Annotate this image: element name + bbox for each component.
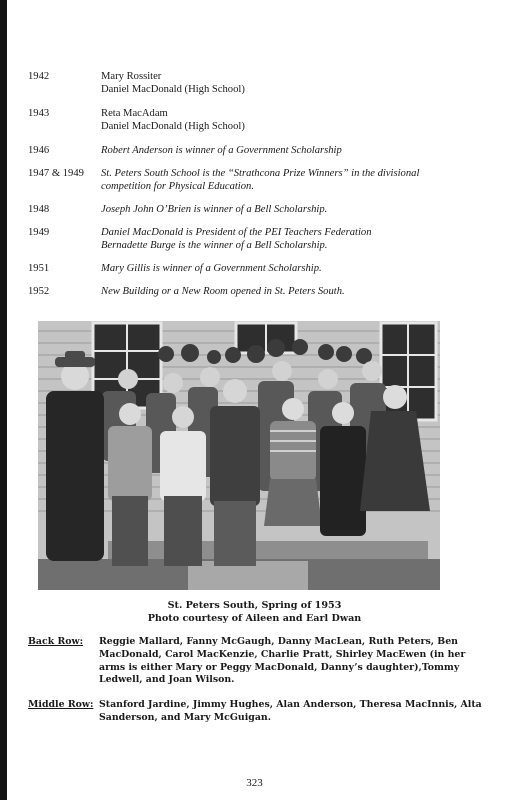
timeline-description-line: Daniel MacDonald (High School) (101, 121, 245, 132)
timeline-entry (28, 144, 498, 157)
timeline-description-line: Bernadette Burge is the winner of a Bell Scholarship. (101, 240, 328, 251)
timeline-entry (28, 203, 498, 216)
timeline-entry (28, 167, 498, 193)
timeline-entry (28, 226, 498, 252)
timeline-description (101, 203, 498, 216)
timeline-description (101, 70, 498, 96)
timeline-entry (28, 70, 498, 96)
timeline-description (101, 226, 498, 252)
back-row-label: Back Row: (28, 636, 84, 647)
timeline-description-line: Daniel MacDonald is President of the PEI Teachers Federation (101, 227, 372, 238)
timeline-description-line: Reta MacAdam (101, 108, 168, 119)
timeline-description-line: St. Peters South School is the “Strathcona Prize Winners” in the divisional (101, 168, 420, 179)
timeline-list (28, 70, 498, 298)
timeline-description (101, 262, 498, 275)
timeline-description (101, 107, 498, 133)
caption-credit: Photo courtesy of Aileen and Earl Dwan (147, 612, 362, 624)
timeline-entry (28, 262, 498, 275)
timeline-description-line: Mary Gillis is winner of a Government Scholarship. (101, 263, 322, 274)
photo-caption (0, 600, 509, 625)
timeline-description-line: Daniel MacDonald (High School) (101, 84, 245, 95)
timeline-description-line: Joseph John O’Brien is winner of a Bell Scholarship. (101, 204, 328, 215)
timeline-year: 1949 (28, 227, 50, 238)
timeline-year: 1942 (28, 71, 50, 82)
timeline-description (101, 144, 498, 157)
middle-row-label: Middle Row: (28, 699, 94, 710)
timeline-year: 1952 (28, 286, 50, 297)
back-row-roster (28, 636, 488, 687)
timeline-year: 1951 (28, 263, 50, 274)
timeline-description-line: competition for Physical Education. (101, 181, 254, 192)
timeline-year: 1943 (28, 108, 50, 119)
middle-row-names: Stanford Jardine, Jimmy Hughes, Alan Anderson, Theresa MacInnis, Alta Sanderson, and Mary McGuigan. (99, 699, 482, 723)
timeline-description-line: New Building or a New Room opened in St. Peters South. (101, 286, 345, 297)
timeline-entry (28, 107, 498, 133)
timeline-year: 1947 & 1949 (28, 168, 84, 179)
caption-title: St. Peters South, Spring of 1953 (167, 600, 342, 611)
timeline-description-line: Mary Rossiter (101, 71, 162, 82)
timeline-description (101, 285, 498, 298)
timeline-entry (28, 285, 498, 298)
page-number: 323 (246, 777, 263, 789)
binding-edge (0, 0, 7, 800)
timeline-description (101, 167, 498, 193)
photo-illustration (38, 321, 440, 590)
timeline-year: 1946 (28, 145, 50, 156)
timeline-description-line: Robert Anderson is winner of a Government Scholarship (101, 145, 342, 156)
middle-row-roster (28, 699, 488, 725)
timeline-year: 1948 (28, 204, 50, 215)
back-row-names: Reggie Mallard, Fanny McGaugh, Danny MacLean, Ruth Peters, Ben MacDonald, Carol MacKenzie, Charlie Pratt, Shirley MacEwen (in her arms is either Mary or Peggy MacDonald, Danny’s daughter),Tommy Ledwell, and Joan Wilson. (99, 636, 466, 686)
class-photo (38, 321, 440, 590)
